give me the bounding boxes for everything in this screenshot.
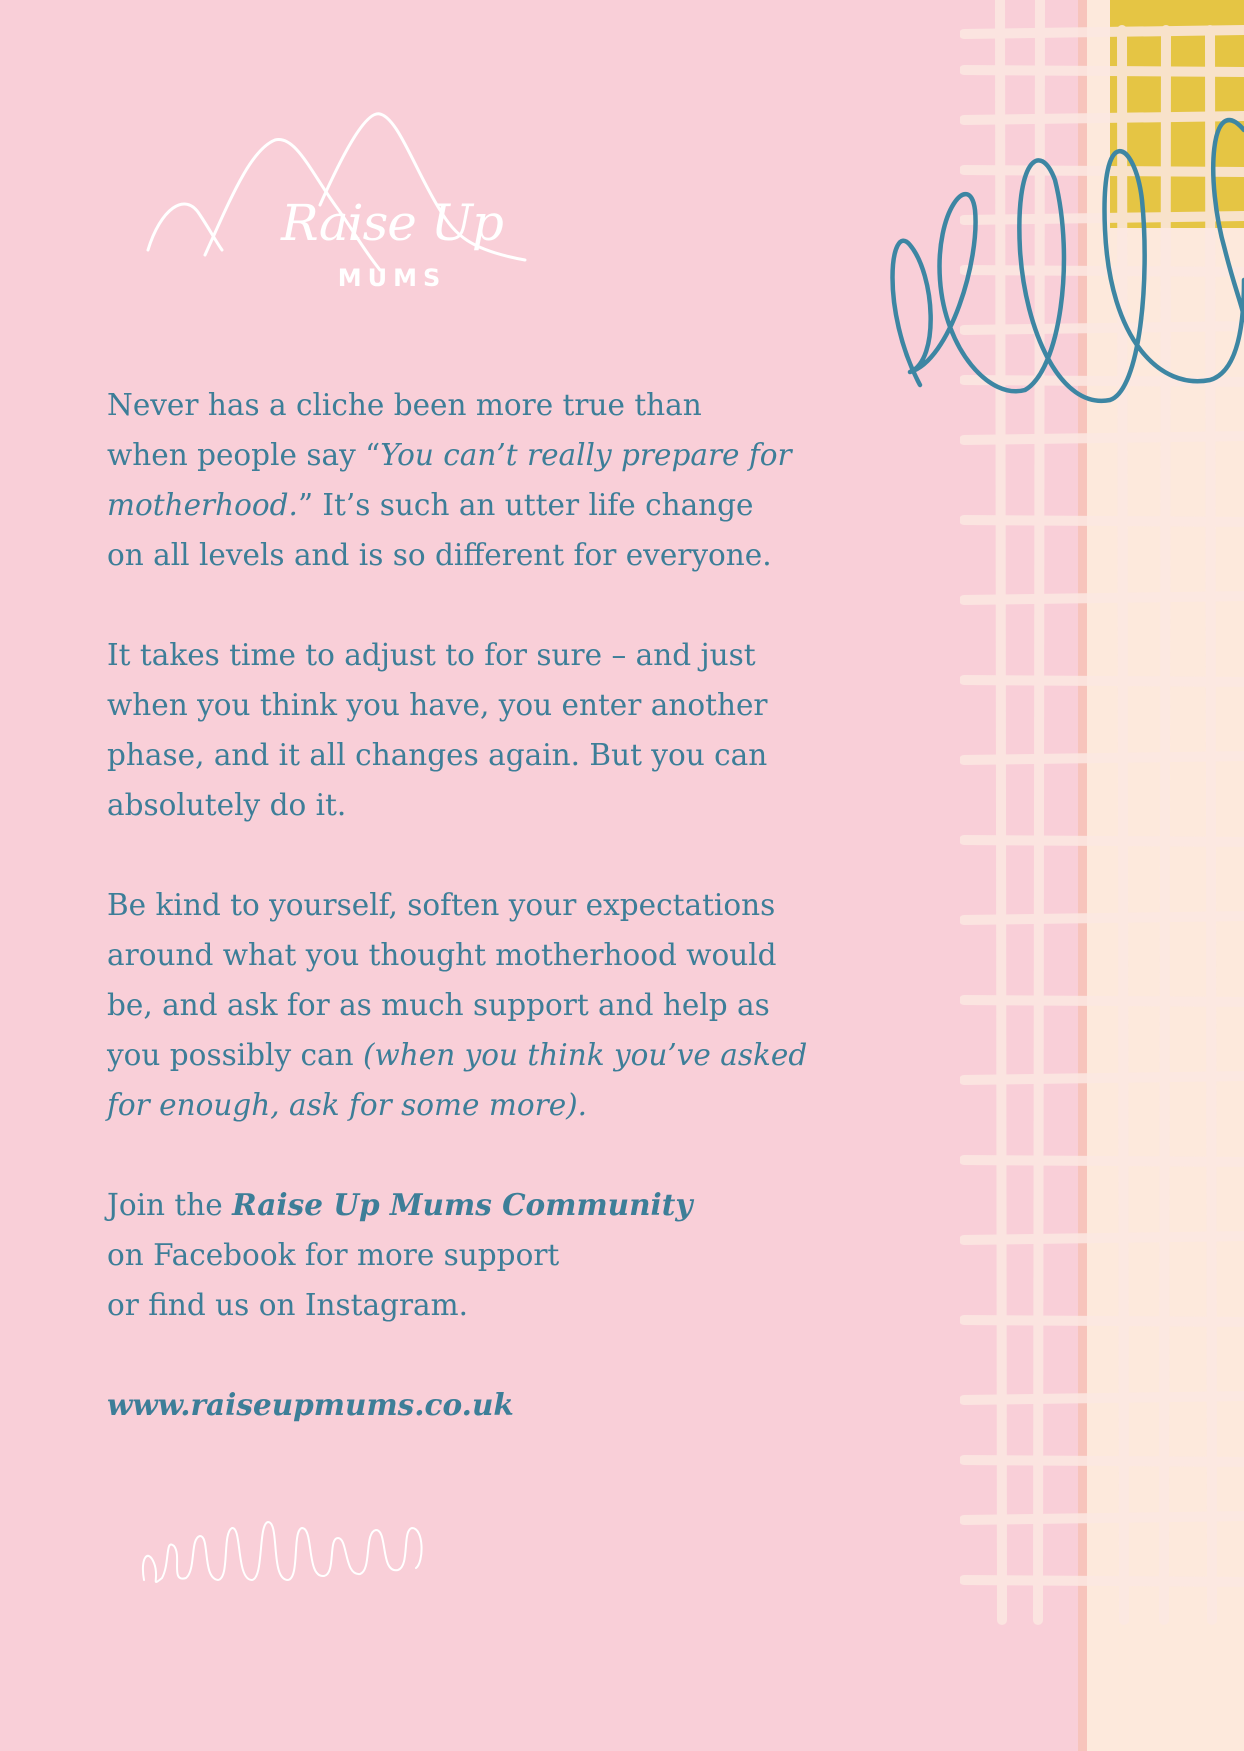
text-run: ” It’s such an utter life change on all levels and is so different for everyone. — [107, 488, 772, 572]
website-paragraph — [107, 1380, 867, 1430]
loop-scribble-decoration — [880, 100, 1244, 420]
paragraph-community — [107, 1180, 867, 1330]
text-run: Never has a cliche been more true than when people say “ — [107, 388, 702, 472]
paragraph-intro — [107, 380, 867, 580]
squiggle-decoration — [140, 1518, 440, 1598]
community-name: Raise Up Mums Community — [232, 1187, 693, 1222]
logo-script-text: Raise Up — [281, 194, 503, 252]
quote-text: You can’t really prepare for motherhood. — [107, 438, 792, 522]
paragraph-be-kind — [107, 880, 867, 1130]
text-run: It takes time to adjust to for sure – and just when you think you have, you enter another phase, and it all changes again. But you can absolutely do it. — [107, 638, 768, 822]
aside-text: (when you think you’ve asked for enough, ask for some more). — [107, 1038, 808, 1122]
raise-up-mums-logo — [140, 100, 530, 300]
text-run: Join the — [107, 1188, 233, 1222]
paragraph-adjust — [107, 630, 867, 830]
website-link[interactable]: www.raiseupmums.co.uk — [107, 1387, 514, 1422]
text-run: on Facebook for more support or find us on Instagram. — [107, 1238, 560, 1322]
body-text — [107, 380, 867, 1480]
logo-sub-text: MUMS — [337, 264, 447, 292]
text-run: Be kind to yourself, soften your expectations around what you thought motherhood would be, and ask for as much support and help as you possibly can — [107, 888, 777, 1072]
